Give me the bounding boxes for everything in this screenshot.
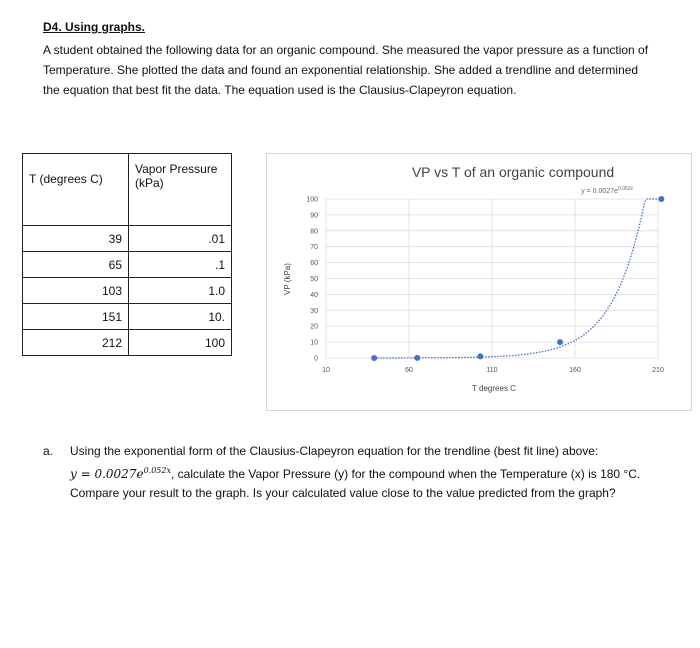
cell-temperature: 212 bbox=[23, 330, 129, 356]
table-row bbox=[23, 330, 232, 356]
cell-temperature: 39 bbox=[23, 226, 129, 252]
y-tick-label: 40 bbox=[310, 291, 318, 299]
y-tick-label: 60 bbox=[310, 260, 318, 268]
equation-base: y = 0.0027e bbox=[70, 467, 144, 481]
cell-vapor-pressure: 1.0 bbox=[129, 278, 232, 304]
table-row bbox=[23, 252, 232, 278]
data-point bbox=[371, 355, 377, 361]
vp-vs-t-chart bbox=[267, 154, 691, 410]
x-tick-label: 10 bbox=[322, 367, 330, 374]
table-row bbox=[23, 226, 232, 252]
cell-vapor-pressure: .1 bbox=[129, 252, 232, 278]
y-tick-label: 10 bbox=[310, 339, 318, 347]
table-row bbox=[23, 278, 232, 304]
x-axis-label: T degrees C bbox=[472, 384, 516, 393]
col-header-vp-line-2: (kPa) bbox=[135, 176, 164, 190]
y-tick-label: 90 bbox=[310, 212, 318, 220]
y-axis-label: VP (kPa) bbox=[283, 263, 292, 295]
intro-paragraph bbox=[43, 40, 695, 100]
data-point bbox=[414, 355, 420, 361]
chart-title: VP vs T of an organic compound bbox=[411, 164, 615, 180]
trendline-equation-exponent: 0.052x bbox=[617, 186, 633, 192]
intro-line-1: A student obtained the following data for an organic compound. She measured the vapor pressure as a function of bbox=[43, 43, 649, 57]
cell-temperature: 65 bbox=[23, 252, 129, 278]
section-heading: D4. Using graphs. bbox=[43, 20, 146, 34]
y-tick-label: 100 bbox=[306, 196, 318, 204]
question-line-3: Compare your result to the graph. Is your calculated value close to the value predicted from the graph? bbox=[70, 486, 616, 500]
col-header-vp-line-1: Vapor Pressure bbox=[135, 162, 218, 176]
chart-container bbox=[266, 153, 692, 411]
trendline-equation-base: y = 0.0027e bbox=[581, 188, 618, 195]
data-point bbox=[658, 196, 664, 202]
data-table bbox=[22, 153, 232, 356]
cell-vapor-pressure: .01 bbox=[129, 226, 232, 252]
question-body bbox=[70, 442, 690, 503]
y-tick-label: 0 bbox=[314, 355, 318, 363]
table-row bbox=[23, 304, 232, 330]
x-tick-label: 110 bbox=[486, 367, 498, 374]
data-point bbox=[557, 339, 563, 345]
y-tick-label: 50 bbox=[310, 276, 318, 283]
question-line-1: Using the exponential form of the Clausius-Clapeyron equation for the trendline (best fit line) above: bbox=[70, 444, 599, 458]
intro-line-3: the equation that best fit the data. The equation used is the Clausius-Clapeyron equation. bbox=[43, 83, 517, 97]
x-tick-label: 60 bbox=[405, 367, 413, 374]
gridlines bbox=[326, 199, 658, 358]
col-header-vapor-pressure bbox=[129, 154, 232, 226]
intro-line-2: Temperature. She plotted the data and found an exponential relationship. She added a trendline and determined bbox=[43, 63, 639, 77]
y-tick-label: 80 bbox=[310, 228, 318, 236]
question-label: a. bbox=[43, 444, 54, 458]
table-header-row bbox=[23, 154, 232, 226]
tick-labels bbox=[306, 197, 664, 375]
cell-temperature: 103 bbox=[23, 278, 129, 304]
cell-temperature: 151 bbox=[23, 304, 129, 330]
data-point bbox=[477, 353, 483, 359]
x-tick-label: 160 bbox=[569, 367, 581, 374]
y-tick-label: 70 bbox=[310, 244, 318, 252]
trendline-equation bbox=[581, 186, 633, 195]
y-tick-label: 30 bbox=[310, 307, 318, 315]
question-equation bbox=[70, 467, 171, 481]
x-tick-label: 210 bbox=[652, 367, 664, 374]
y-tick-label: 20 bbox=[310, 323, 318, 331]
equation-exponent: 0.052x bbox=[143, 466, 171, 475]
cell-vapor-pressure: 100 bbox=[129, 330, 232, 356]
cell-vapor-pressure: 10. bbox=[129, 304, 232, 330]
question-line-2 bbox=[70, 461, 690, 484]
col-header-temperature: T (degrees C) bbox=[23, 154, 129, 226]
question-line-2-text: , calculate the Vapor Pressure (y) for the compound when the Temperature (x) is 180 °C. bbox=[170, 467, 641, 481]
